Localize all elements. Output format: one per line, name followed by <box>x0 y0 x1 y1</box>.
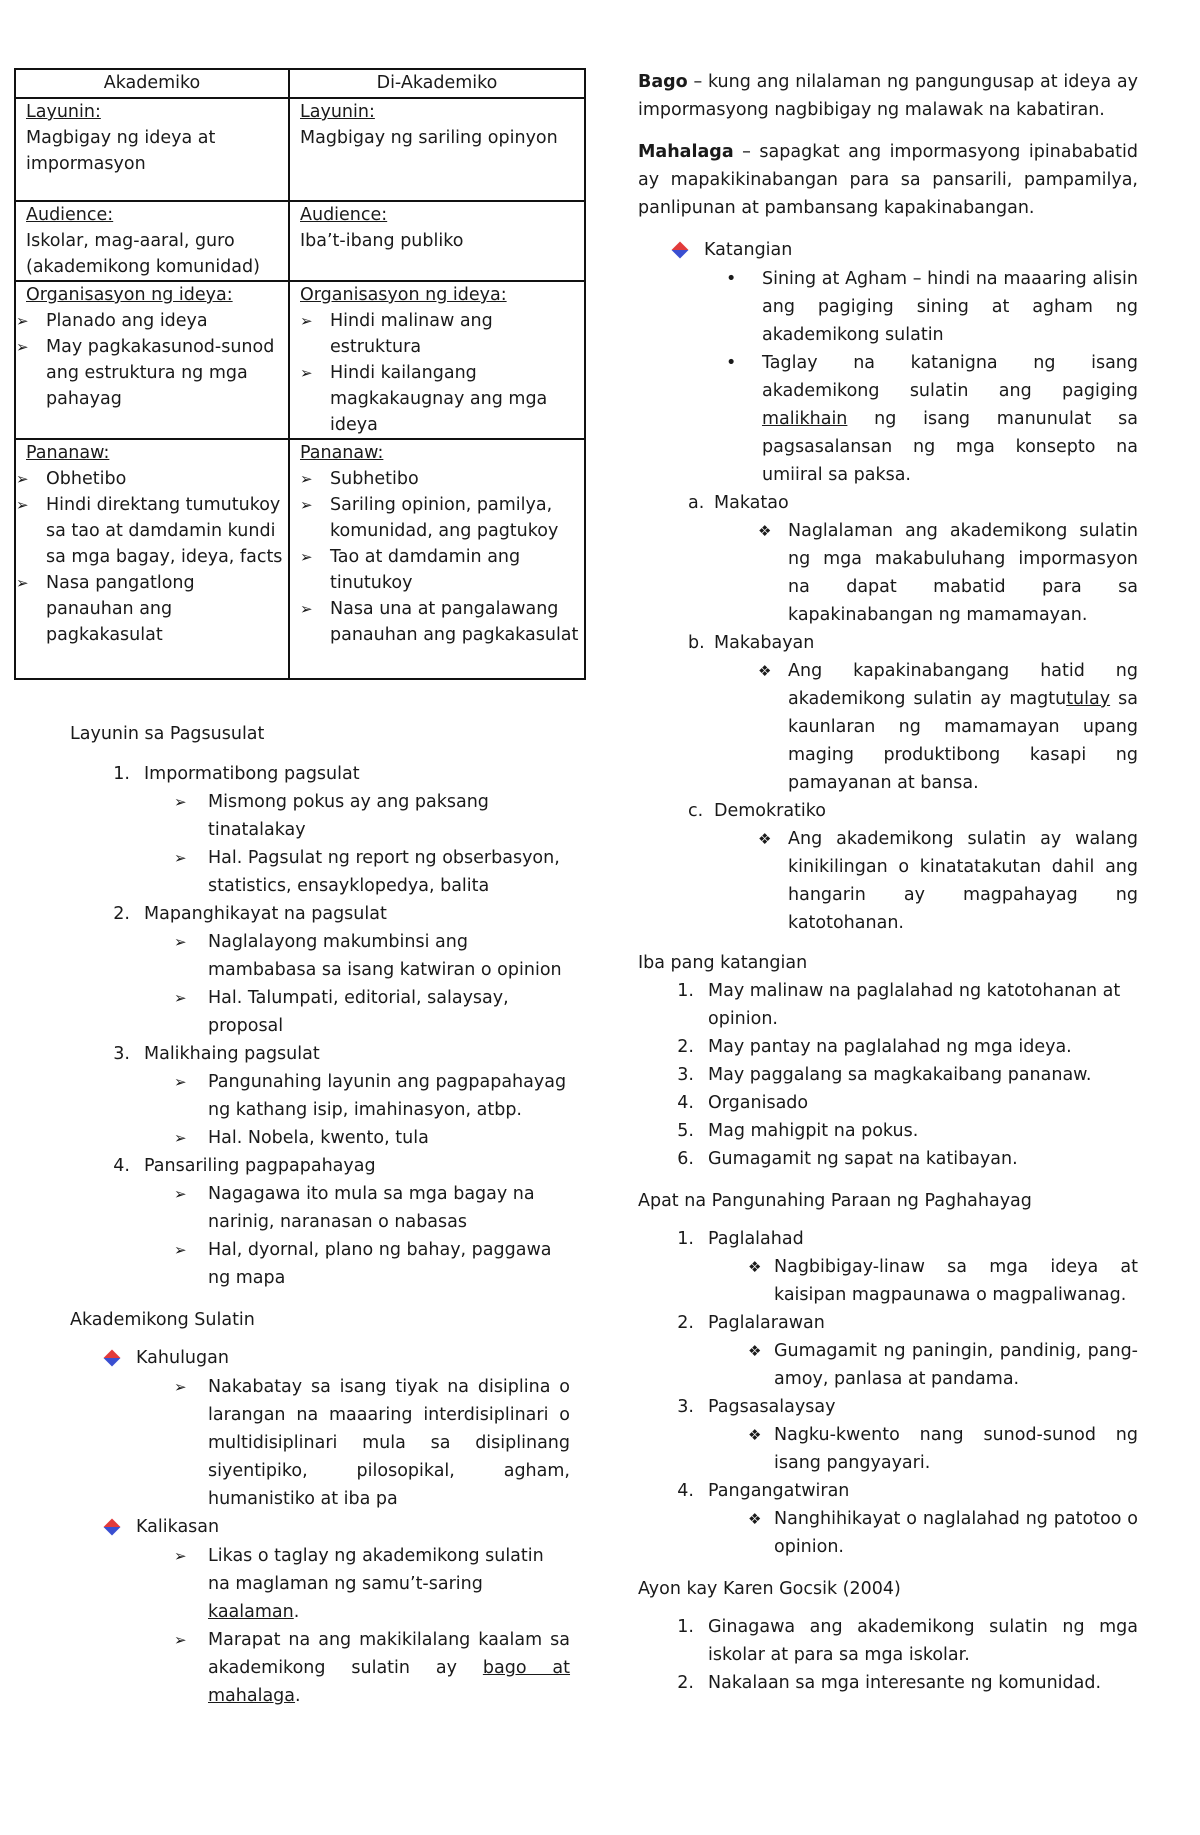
diamond-bullet-icon: ❖ <box>748 1258 762 1276</box>
list-item: ➢ Marapat na ang makikilalang kaalam sa akademikong sulatin ay bago at mahalaga. <box>174 1626 570 1710</box>
list-item: 2. Mapanghikayat na pagsulat <box>113 904 387 924</box>
apat-list <box>638 1225 1138 1561</box>
arrow-bullet-icon: ➢ <box>16 338 29 356</box>
arrow-bullet-icon: ➢ <box>16 496 29 514</box>
list-item: ➢ Pangunahing layunin ang pagpapahayag ng kathang isip, imahinasyon, atbp. <box>174 1068 570 1124</box>
cell-organisasyon-akademiko: Organisasyon ng ideya: ➢ Planado ang ideya ➢ May pagkakasunod-sunod ang estruktura ng mga pahayag <box>15 281 289 439</box>
list-item: 1. Impormatibong pagsulat <box>113 764 360 784</box>
kite-bullet-icon <box>674 236 704 265</box>
kite-bullet-icon <box>106 1513 136 1542</box>
diamond-bullet-icon: ❖ <box>748 1426 762 1444</box>
list-item: Katangian <box>674 236 1138 265</box>
arrow-bullet-icon: ➢ <box>16 574 29 592</box>
right-column <box>638 68 1138 1697</box>
arrow-bullet-icon: ➢ <box>174 1631 187 1649</box>
header-di-akademiko: Di-Akademiko <box>289 69 585 98</box>
header-akademiko: Akademiko <box>15 69 289 98</box>
list-item: ❖ Ang akademikong sulatin ay walang kinikilingan o kinatatakutan dahil ang hangarin ay magpahayag ng katotohanan. <box>758 825 1138 937</box>
apat-title: Apat na Pangunahing Paraan ng Paghahayag <box>638 1191 1032 1211</box>
list-item: ❖ Naglalaman ang akademikong sulatin ng mga makabuluhang impormasyon na dapat mabatid para sa kapakinabangan ng mamamayan. <box>758 517 1138 629</box>
diamond-bullet-icon: ❖ <box>758 830 772 848</box>
list-item: 5. Mag mahigpit na pokus. <box>677 1121 919 1141</box>
list-item: ➢ Tao at damdamin ang tinutukoy <box>300 544 580 596</box>
list-item: 2. Nakalaan sa mga interesante ng komunidad. <box>677 1673 1102 1693</box>
list-item: ➢ Nasa pangatlong panauhan ang pagkakasulat <box>16 570 284 648</box>
cell-organisasyon-di-akademiko: Organisasyon ng ideya: ➢ Hindi malinaw ang estruktura ➢ Hindi kailangang magkakaugnay ang mga ideya <box>289 281 585 439</box>
list-item: ➢ Nasa una at pangalawang panauhan ang pagkakasulat <box>300 596 580 648</box>
layunin-list <box>14 760 570 1292</box>
list-item: • Taglay na katanigna ng isang akademikong sulatin ang pagiging malikhain ng isang manunulat sa pagsasalansan ng mga konsepto na umiiral sa paksa. <box>726 349 1138 489</box>
bago-paragraph: Bago – kung ang nilalaman ng pangungusap at ideya ay impormasyong nagbibigay ng malawak na kabatiran. <box>638 72 1138 120</box>
mahalaga-paragraph: Mahalaga – sapagkat ang impormasyong ipinababatid ay mapakikinabangan para sa pansarili, pampamilya, panlipunan at pambansang kapakinabangan. <box>638 142 1138 218</box>
cell-layunin-di-akademiko: Layunin: Magbigay ng sariling opinyon <box>289 98 585 201</box>
arrow-bullet-icon: ➢ <box>174 1241 187 1259</box>
list-item: ❖ Nagku-kwento nang sunod-sunod ng isang pangyayari. <box>748 1421 1138 1477</box>
list-item: ❖ Gumagamit ng paningin, pandinig, pang-amoy, panlasa at pandama. <box>748 1337 1138 1393</box>
list-item: 6. Gumagamit ng sapat na katibayan. <box>677 1149 1018 1169</box>
diamond-bullet-icon: ❖ <box>758 662 772 680</box>
diamond-bullet-icon: ❖ <box>748 1510 762 1528</box>
list-item: 4. Organisado <box>677 1093 809 1113</box>
iba-list <box>638 977 1138 1173</box>
list-item: 1. Ginagawa ang akademikong sulatin ng mga iskolar at para sa mga iskolar. <box>677 1617 1138 1665</box>
comparison-table <box>14 68 586 680</box>
list-item: ➢ Hindi direktang tumutukoy sa tao at damdamin kundi sa mga bagay, ideya, facts <box>16 492 284 570</box>
list-item: ➢ Nakabatay sa isang tiyak na disiplina o larangan na maaaring interdisiplinari o multidisiplinari mula sa disiplinang siyentipiko, pilosopikal, agham, humanistiko at iba pa <box>174 1373 570 1513</box>
list-item: • Sining at Agham – hindi na maaaring alisin ang pagiging sining at agham ng akademikong sulatin <box>726 265 1138 349</box>
list-item: ➢ Subhetibo <box>300 466 580 492</box>
arrow-bullet-icon: ➢ <box>16 470 29 488</box>
list-item: 3. Malikhaing pagsulat <box>113 1044 320 1064</box>
list-item: ➢ Hal. Talumpati, editorial, salaysay, proposal <box>174 984 570 1040</box>
list-item: Kahulugan <box>106 1344 570 1373</box>
list-item: 2. Paglalarawan <box>677 1313 825 1333</box>
diamond-bullet-icon: ❖ <box>748 1342 762 1360</box>
list-item: ➢ Hal. Nobela, kwento, tula <box>174 1124 570 1152</box>
list-item: ➢ Naglalayong makumbinsi ang mambabasa sa isang katwiran o opinion <box>174 928 570 984</box>
arrow-bullet-icon: ➢ <box>300 312 313 330</box>
list-item: 1. Paglalahad <box>677 1229 804 1249</box>
list-item: ➢ Mismong pokus ay ang paksang tinatalakay <box>174 788 570 844</box>
list-item: 2. May pantay na paglalahad ng mga ideya. <box>677 1037 1072 1057</box>
arrow-bullet-icon: ➢ <box>174 1185 187 1203</box>
list-item: 3. Pagsasalaysay <box>677 1397 836 1417</box>
list-item: ➢ Hal, dyornal, plano ng bahay, paggawa ng mapa <box>174 1236 570 1292</box>
arrow-bullet-icon: ➢ <box>174 849 187 867</box>
left-column <box>14 68 584 1710</box>
arrow-bullet-icon: ➢ <box>174 793 187 811</box>
iba-title: Iba pang katangian <box>638 953 808 973</box>
list-item: ➢ Likas o taglay ng akademikong sulatin na maglaman ng samu’t-saring kaalaman. <box>174 1542 570 1626</box>
list-item: ❖ Nanghihikayat o naglalahad ng patotoo o opinion. <box>748 1505 1138 1561</box>
dot-bullet-icon: • <box>726 353 737 373</box>
dot-bullet-icon: • <box>726 269 737 289</box>
arrow-bullet-icon: ➢ <box>300 600 313 618</box>
arrow-bullet-icon: ➢ <box>300 470 313 488</box>
list-item: 4. Pansariling pagpapahayag <box>113 1156 376 1176</box>
list-item: 1. May malinaw na paglalahad ng katotohanan at opinion. <box>677 981 1121 1029</box>
list-item: 3. May paggalang sa magkakaibang pananaw. <box>677 1065 1092 1085</box>
list-item: ➢ Nagagawa ito mula sa mga bagay na narinig, naranasan o nabasas <box>174 1180 570 1236</box>
list-item: ➢ Planado ang ideya <box>16 308 284 334</box>
cell-layunin-akademiko: Layunin: Magbigay ng ideya at impormasyon <box>15 98 289 201</box>
list-item: ➢ Hindi kailangang magkakaugnay ang mga ideya <box>300 360 580 438</box>
list-item: ❖ Nagbibigay-linaw sa mga ideya at kaisipan magpaunawa o magpaliwanag. <box>748 1253 1138 1309</box>
list-item: a. Makatao <box>688 493 789 513</box>
ayon-title: Ayon kay Karen Gocsik (2004) <box>638 1579 901 1599</box>
list-item: ➢ Obhetibo <box>16 466 284 492</box>
cell-audience-di-akademiko: Audience: Iba’t-ibang publiko <box>289 201 585 281</box>
list-item: 4. Pangangatwiran <box>677 1481 850 1501</box>
diamond-bullet-icon: ❖ <box>758 522 772 540</box>
kite-bullet-icon <box>106 1344 136 1373</box>
ayon-list <box>638 1613 1138 1697</box>
arrow-bullet-icon: ➢ <box>174 989 187 1007</box>
list-item: ➢ Hal. Pagsulat ng report ng obserbasyon, statistics, ensayklopedya, balita <box>174 844 570 900</box>
list-item: ➢ Sariling opinion, pamilya, komunidad, ang pagtukoy <box>300 492 580 544</box>
layunin-title: Layunin sa Pagsusulat <box>70 724 265 744</box>
list-item: ➢ Hindi malinaw ang estruktura <box>300 308 580 360</box>
cell-audience-akademiko: Audience: Iskolar, mag-aaral, guro (akademikong komunidad) <box>15 201 289 281</box>
arrow-bullet-icon: ➢ <box>174 1547 187 1565</box>
arrow-bullet-icon: ➢ <box>174 1129 187 1147</box>
list-item: ➢ May pagkakasunod-sunod ang estruktura ng mga pahayag <box>16 334 284 412</box>
arrow-bullet-icon: ➢ <box>300 364 313 382</box>
arrow-bullet-icon: ➢ <box>174 1073 187 1091</box>
akademikong-title: Akademikong Sulatin <box>70 1310 255 1330</box>
list-item: b. Makabayan <box>688 633 815 653</box>
arrow-bullet-icon: ➢ <box>300 496 313 514</box>
arrow-bullet-icon: ➢ <box>16 312 29 330</box>
list-item: ❖ Ang kapakinabangang hatid ng akademikong sulatin ay magtutulay sa kaunlaran ng mamamayan upang maging produktibong kasapi ng pamayanan at bansa. <box>758 657 1138 797</box>
list-item: c. Demokratiko <box>688 801 826 821</box>
list-item: Kalikasan <box>106 1513 570 1542</box>
akademikong-list <box>14 1344 570 1710</box>
cell-pananaw-di-akademiko: Pananaw: ➢ Subhetibo ➢ Sariling opinion, pamilya, komunidad, ang pagtukoy ➢ Tao at damdamin ang tinutukoy ➢ Nasa una at pangalawang panauhan ang pagkakasulat <box>289 439 585 679</box>
arrow-bullet-icon: ➢ <box>174 1378 187 1396</box>
cell-pananaw-akademiko: Pananaw: ➢ Obhetibo ➢ Hindi direktang tumutukoy sa tao at damdamin kundi sa mga bagay, ideya, facts ➢ Nasa pangatlong panauhan ang pagkakasulat <box>15 439 289 679</box>
arrow-bullet-icon: ➢ <box>300 548 313 566</box>
arrow-bullet-icon: ➢ <box>174 933 187 951</box>
